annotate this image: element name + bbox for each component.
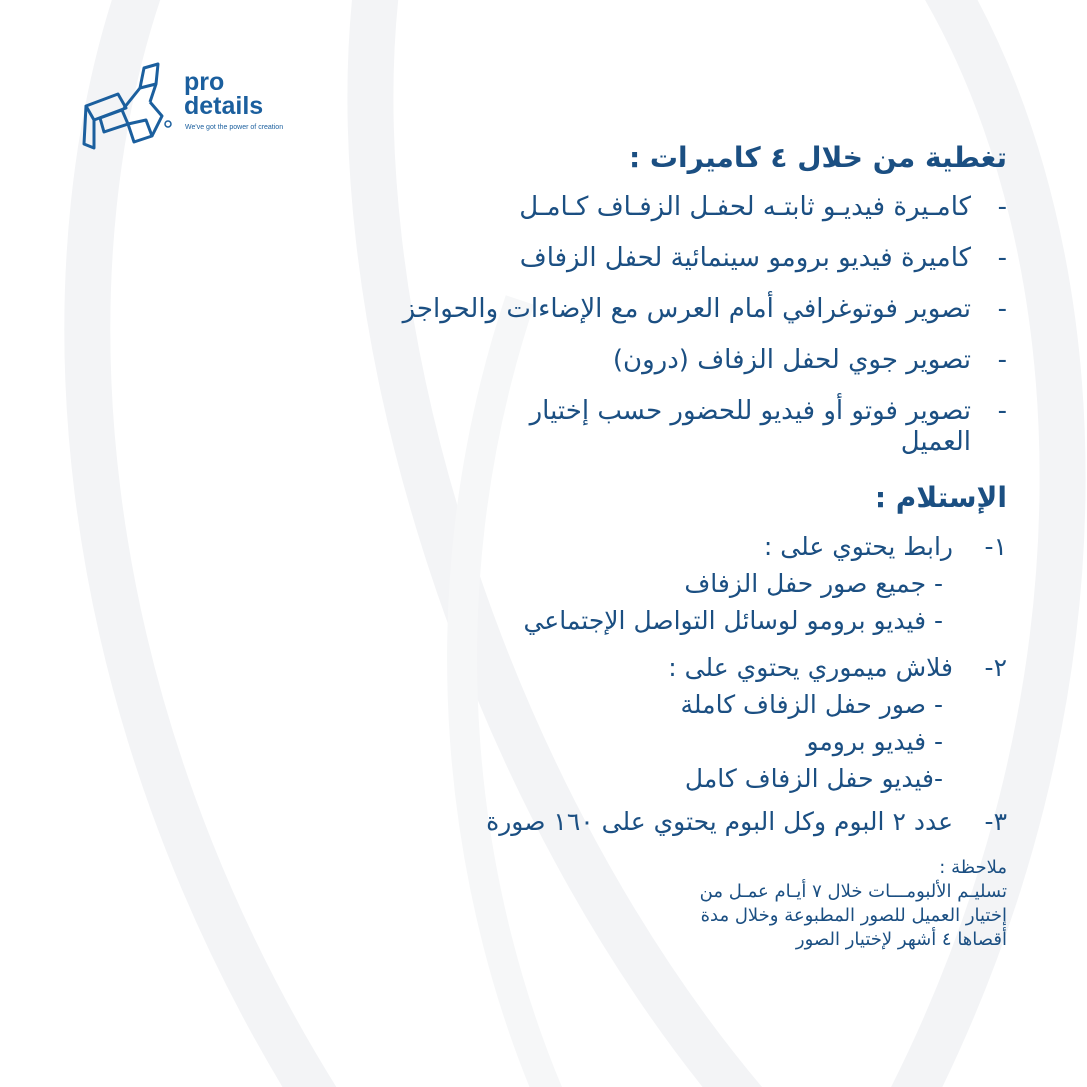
receipt-list [287,528,1007,840]
brand-name-line2: details [184,92,264,120]
brand-name-line1: pro [184,68,225,96]
receipt-subitem: -فيديو حفل الزفاف كامل [684,764,943,793]
logo-mark-icon [78,58,178,158]
receipt-subitem: - فيديو برومو [806,727,943,756]
coverage-list [287,192,1007,458]
receipt-subitem: - جميع صور حفل الزفاف [684,569,943,598]
package-details [287,138,1007,952]
coverage-heading: تغطية من خلال ٤ كاميرات : [628,141,1007,174]
note-label: ملاحظة : [939,857,1007,878]
note-line: إختيار العميل للصور المطبوعة وخلال مدة [700,905,1007,926]
note-line: تسليـم الألبومـــات خلال ٧ أيـام عمـل من [699,881,1007,902]
receipt-item: ٢- فلاش ميموري يحتوي على : - صور حفل الزفاف كاملة - فيديو برومو -فيديو حفل الزفاف كامل [287,649,1007,797]
receipt-item: ٣- عدد ٢ البوم وكل البوم يحتوي على ١٦٠ صورة [486,807,1007,836]
receipt-subitem: - صور حفل الزفاف كاملة [680,690,943,719]
note-line: أقصاها ٤ أشهر لإختيار الصور [795,929,1007,950]
logo [78,58,288,168]
receipt-item: ١- رابط يحتوي على : - جميع صور حفل الزفاف - فيديو برومو لوسائل التواصل الإجتماعي [287,528,1007,639]
brand-tagline: We've got the power of creation [185,124,284,131]
coverage-item: - كامـيرة فيديـو ثابتـه لحفـل الزفـاف كـامـل [519,192,1007,222]
coverage-item: - تصوير جوي لحفل الزفاف (درون) [612,345,1007,375]
note [287,856,1007,952]
receipt-heading: الإستلام : [874,481,1007,514]
coverage-item: - تصوير فوتو أو فيديو للحضور حسب إختيار العميل [529,396,1007,457]
coverage-item: - كاميرة فيديو برومو سينمائية لحفل الزفاف [519,243,1007,273]
receipt-subitem: - فيديو برومو لوسائل التواصل الإجتماعي [523,606,943,635]
coverage-item: - تصوير فوتوغرافي أمام العرس مع الإضاءات والحواجز [402,294,1007,324]
